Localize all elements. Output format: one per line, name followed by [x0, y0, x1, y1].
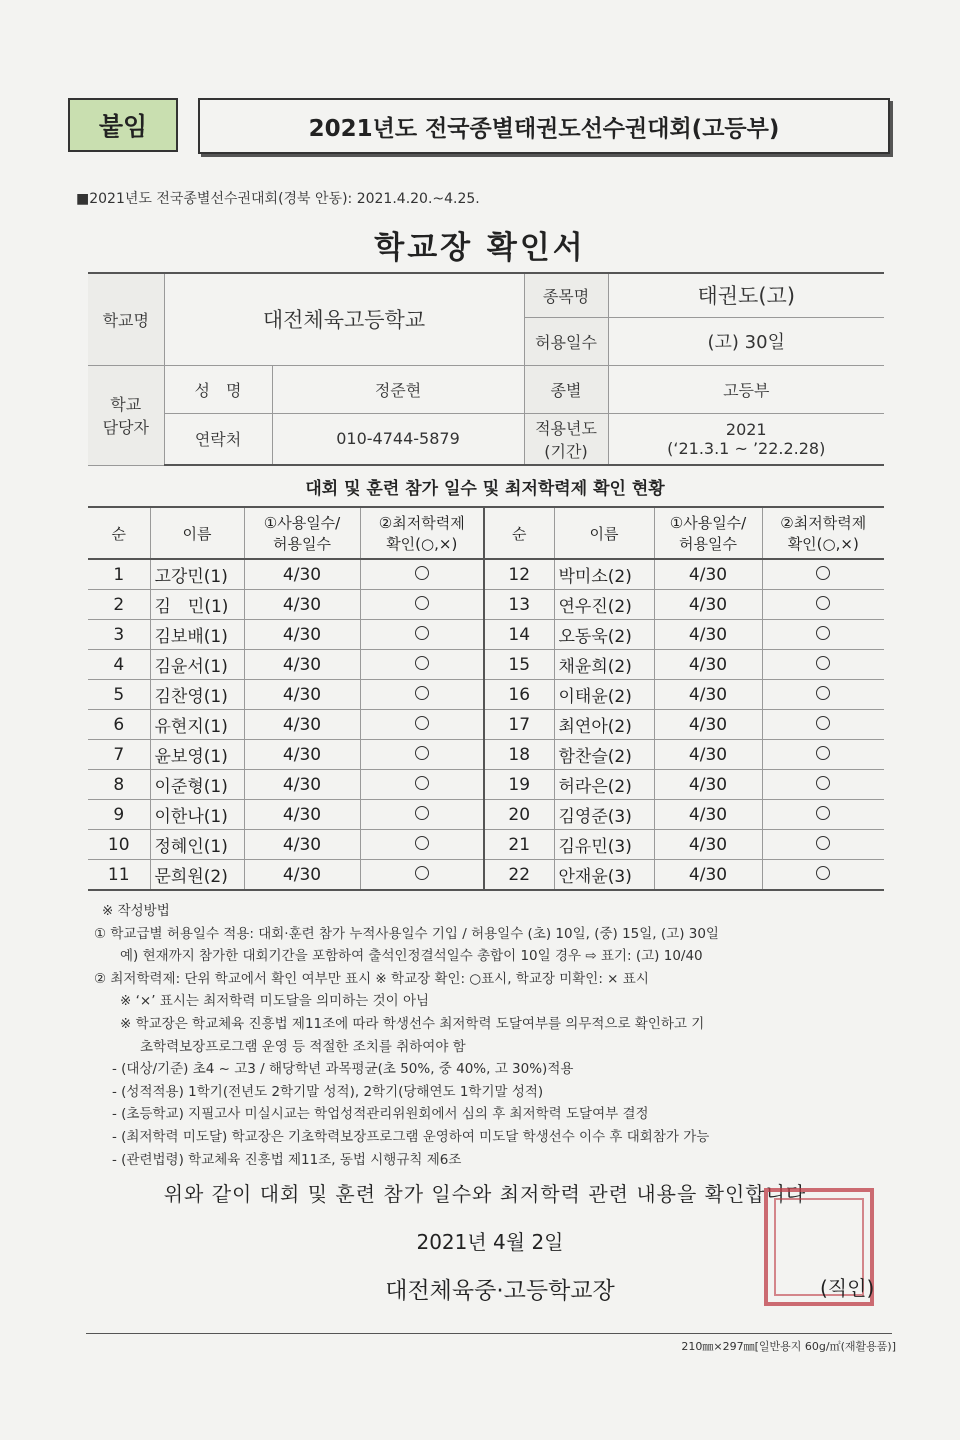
allowed-days-value: (고) 30일 — [608, 317, 884, 365]
note-line: - (관련법령) 학교체육 진흥법 제11조, 동법 시행규칙 제6조 — [112, 1151, 462, 1168]
days-used: 4/30 — [654, 650, 762, 680]
check-circle-icon — [415, 836, 429, 850]
student-name: 오동욱(2) — [554, 620, 654, 650]
check-circle-icon — [816, 626, 830, 640]
row-number: 19 — [484, 770, 554, 800]
academic-check-cell — [762, 860, 884, 891]
attachment-tag: 붙임 — [68, 98, 178, 152]
row-number: 21 — [484, 830, 554, 860]
table-row — [88, 830, 884, 860]
academic-check-cell — [762, 800, 884, 830]
student-name: 박미소(2) — [554, 559, 654, 590]
seal-mark: (직인) — [820, 1276, 875, 1300]
academic-check-cell — [762, 680, 884, 710]
academic-check-cell — [762, 590, 884, 620]
student-name: 이한나(1) — [150, 800, 244, 830]
student-name: 김보배(1) — [150, 620, 244, 650]
name-label: 성 명 — [164, 365, 272, 413]
student-name: 문희원(2) — [150, 860, 244, 891]
student-name: 김영준(3) — [554, 800, 654, 830]
check-circle-icon — [816, 686, 830, 700]
phone-label: 연락처 — [164, 413, 272, 465]
days-used: 4/30 — [244, 590, 360, 620]
section-title: 대회 및 훈련 참가 일수 및 최저학력제 확인 현황 — [305, 479, 665, 499]
note-line: - (최저학력 미도달) 학교장은 기초학력보장프로그램 운영하여 미도달 학생선수 이수 후 대회참가 가능 — [112, 1128, 710, 1145]
check-circle-icon — [415, 626, 429, 640]
category-value: 고등부 — [608, 365, 884, 413]
row-number: 20 — [484, 800, 554, 830]
row-number: 8 — [88, 770, 150, 800]
table-row — [88, 860, 884, 891]
check-circle-icon — [816, 866, 830, 880]
student-name: 채윤희(2) — [554, 650, 654, 680]
table-row — [88, 590, 884, 620]
academic-check-cell — [762, 559, 884, 590]
table-row — [88, 740, 884, 770]
note-line: 초학력보장프로그램 운영 등 적절한 조치를 취하여야 함 — [140, 1038, 466, 1055]
row-number: 1 — [88, 559, 150, 590]
row-number: 11 — [88, 860, 150, 891]
row-number: 15 — [484, 650, 554, 680]
banner-title: 2021년도 전국종별태권도선수권대회(고등부) — [198, 98, 890, 154]
check-circle-icon — [415, 866, 429, 880]
confirmation-statement: 위와 같이 대회 및 훈련 참가 일수와 최저학력 관련 내용을 확인합니다 — [163, 1182, 807, 1206]
row-number: 5 — [88, 680, 150, 710]
col-header-name: 이름 — [554, 507, 654, 559]
academic-check-cell — [360, 680, 484, 710]
note-line: ※ 작성방법 — [102, 903, 170, 919]
note-line: - (성적적용) 1학기(전년도 2학기말 성적), 2학기(당해연도 1학기말 성적) — [112, 1083, 544, 1100]
academic-check-cell — [762, 620, 884, 650]
student-name: 연우진(2) — [554, 590, 654, 620]
academic-check-cell — [360, 620, 484, 650]
check-circle-icon — [415, 716, 429, 730]
check-circle-icon — [415, 746, 429, 760]
paper-spec: 210㎜×297㎜[일반용지 60g/㎡(재활용품)] — [681, 1340, 896, 1353]
academic-check-cell — [762, 710, 884, 740]
col-header-academic: ②최저학력제 확인(○,×) — [360, 507, 484, 559]
year-label: 적용년도 (기간) — [524, 413, 608, 465]
note-line: ※ 학교장은 학교체육 진흥법 제11조에 따라 학생선수 최저학력 도달여부를 의무적으로 확인하고 기 — [120, 1015, 705, 1032]
principal-name: 대전체육중·고등학교장 — [385, 1278, 615, 1304]
col-header-no: 순 — [88, 507, 150, 559]
student-name: 최연아(2) — [554, 710, 654, 740]
col-header-academic: ②최저학력제 확인(○,×) — [762, 507, 884, 559]
days-used: 4/30 — [244, 740, 360, 770]
issue-date: 2021년 4월 2일 — [416, 1230, 564, 1254]
col-header-name: 이름 — [150, 507, 244, 559]
check-circle-icon — [816, 566, 830, 580]
student-name: 이준형(1) — [150, 770, 244, 800]
student-name: 정혜인(1) — [150, 830, 244, 860]
days-used: 4/30 — [244, 650, 360, 680]
academic-check-cell — [360, 650, 484, 680]
check-circle-icon — [415, 686, 429, 700]
academic-check-cell — [360, 770, 484, 800]
days-used: 4/30 — [654, 740, 762, 770]
row-number: 14 — [484, 620, 554, 650]
table-row — [88, 800, 884, 830]
row-number: 16 — [484, 680, 554, 710]
row-number: 3 — [88, 620, 150, 650]
writing-guide-notes — [94, 900, 894, 1171]
event-line: ■2021년도 전국종별선수권대회(경북 안동): 2021.4.20.~4.25. — [76, 191, 480, 207]
table-row — [88, 710, 884, 740]
table-row — [88, 620, 884, 650]
roster-table — [88, 506, 884, 891]
academic-check-cell — [360, 740, 484, 770]
academic-check-cell — [360, 830, 484, 860]
note-line: 예) 현재까지 참가한 대회기간을 포함하여 출석인정결석일수 총합이 10일 경우 ⇨ 표기: (고) 10/40 — [120, 948, 703, 965]
school-info-table — [88, 272, 884, 466]
days-used: 4/30 — [654, 860, 762, 891]
academic-check-cell — [762, 830, 884, 860]
check-circle-icon — [816, 776, 830, 790]
days-used: 4/30 — [654, 559, 762, 590]
phone-value: 010-4744-5879 — [272, 413, 524, 465]
check-circle-icon — [415, 806, 429, 820]
sport-value: 태권도(고) — [608, 273, 884, 317]
row-number: 9 — [88, 800, 150, 830]
document-title: 학교장 확인서 — [374, 230, 586, 266]
student-name: 이태윤(2) — [554, 680, 654, 710]
days-used: 4/30 — [654, 800, 762, 830]
row-number: 6 — [88, 710, 150, 740]
row-number: 22 — [484, 860, 554, 891]
academic-check-cell — [360, 590, 484, 620]
student-name: 유현지(1) — [150, 710, 244, 740]
row-number: 2 — [88, 590, 150, 620]
days-used: 4/30 — [244, 680, 360, 710]
note-line: - (대상/기준) 초4 ~ 고3 / 해당학년 과목평균(초 50%, 중 40%, 고 30%)적용 — [112, 1061, 574, 1078]
days-used: 4/30 — [244, 770, 360, 800]
note-line: ② 최저학력제: 단위 학교에서 확인 여부만 표시 ※ 학교장 확인: ○표시, 학교장 미확인: × 표시 — [94, 970, 649, 987]
student-name: 김찬영(1) — [150, 680, 244, 710]
check-circle-icon — [816, 806, 830, 820]
days-used: 4/30 — [244, 860, 360, 891]
student-name: 허라은(2) — [554, 770, 654, 800]
days-used: 4/30 — [654, 770, 762, 800]
year-value: 2021 (‘21.3.1 ~ ’22.2.28) — [608, 413, 884, 465]
days-used: 4/30 — [654, 590, 762, 620]
note-line: ① 학교급별 허용일수 적용: 대회·훈련 참가 누적사용일수 기입 / 허용일수 (초) 10일, (중) 15일, (고) 30일 — [94, 925, 719, 942]
check-circle-icon — [415, 596, 429, 610]
note-line: ※ ‘×’ 표시는 최저학력 미도달을 의미하는 것이 아님 — [120, 993, 430, 1010]
days-used: 4/30 — [244, 710, 360, 740]
table-row — [88, 680, 884, 710]
check-circle-icon — [415, 566, 429, 580]
row-number: 12 — [484, 559, 554, 590]
academic-check-cell — [762, 650, 884, 680]
days-used: 4/30 — [654, 680, 762, 710]
student-name: 김 민(1) — [150, 590, 244, 620]
category-label: 종별 — [524, 365, 608, 413]
check-circle-icon — [816, 836, 830, 850]
table-row — [88, 770, 884, 800]
days-used: 4/30 — [244, 559, 360, 590]
academic-check-cell — [360, 710, 484, 740]
student-name: 함찬슬(2) — [554, 740, 654, 770]
school-name: 대전체육고등학교 — [164, 273, 524, 365]
col-header-days: ①사용일수/ 허용일수 — [244, 507, 360, 559]
table-row — [88, 650, 884, 680]
days-used: 4/30 — [654, 830, 762, 860]
academic-check-cell — [360, 559, 484, 590]
bottom-divider — [86, 1333, 892, 1334]
academic-check-cell — [360, 800, 484, 830]
contact-person-label: 학교 담당자 — [88, 365, 164, 465]
check-circle-icon — [415, 776, 429, 790]
days-used: 4/30 — [244, 830, 360, 860]
check-circle-icon — [415, 656, 429, 670]
student-name: 고강민(1) — [150, 559, 244, 590]
note-line: - (초등학교) 지필고사 미실시교는 학업성적관리위원회에서 심의 후 최저학력 도달여부 결정 — [112, 1106, 649, 1123]
student-name: 안재윤(3) — [554, 860, 654, 891]
check-circle-icon — [816, 596, 830, 610]
days-used: 4/30 — [654, 620, 762, 650]
student-name: 김윤서(1) — [150, 650, 244, 680]
row-number: 17 — [484, 710, 554, 740]
col-header-no: 순 — [484, 507, 554, 559]
check-circle-icon — [816, 656, 830, 670]
sport-label: 종목명 — [524, 273, 608, 317]
row-number: 13 — [484, 590, 554, 620]
academic-check-cell — [762, 770, 884, 800]
student-name: 윤보영(1) — [150, 740, 244, 770]
academic-check-cell — [762, 740, 884, 770]
days-used: 4/30 — [244, 620, 360, 650]
student-name: 김유민(3) — [554, 830, 654, 860]
row-number: 10 — [88, 830, 150, 860]
row-number: 7 — [88, 740, 150, 770]
days-used: 4/30 — [244, 800, 360, 830]
days-used: 4/30 — [654, 710, 762, 740]
check-circle-icon — [816, 746, 830, 760]
table-row — [88, 559, 884, 590]
check-circle-icon — [816, 716, 830, 730]
school-label: 학교명 — [88, 273, 164, 365]
allowed-days-label: 허용일수 — [524, 317, 608, 365]
col-header-days: ①사용일수/ 허용일수 — [654, 507, 762, 559]
row-number: 18 — [484, 740, 554, 770]
academic-check-cell — [360, 860, 484, 891]
row-number: 4 — [88, 650, 150, 680]
name-value: 정준현 — [272, 365, 524, 413]
